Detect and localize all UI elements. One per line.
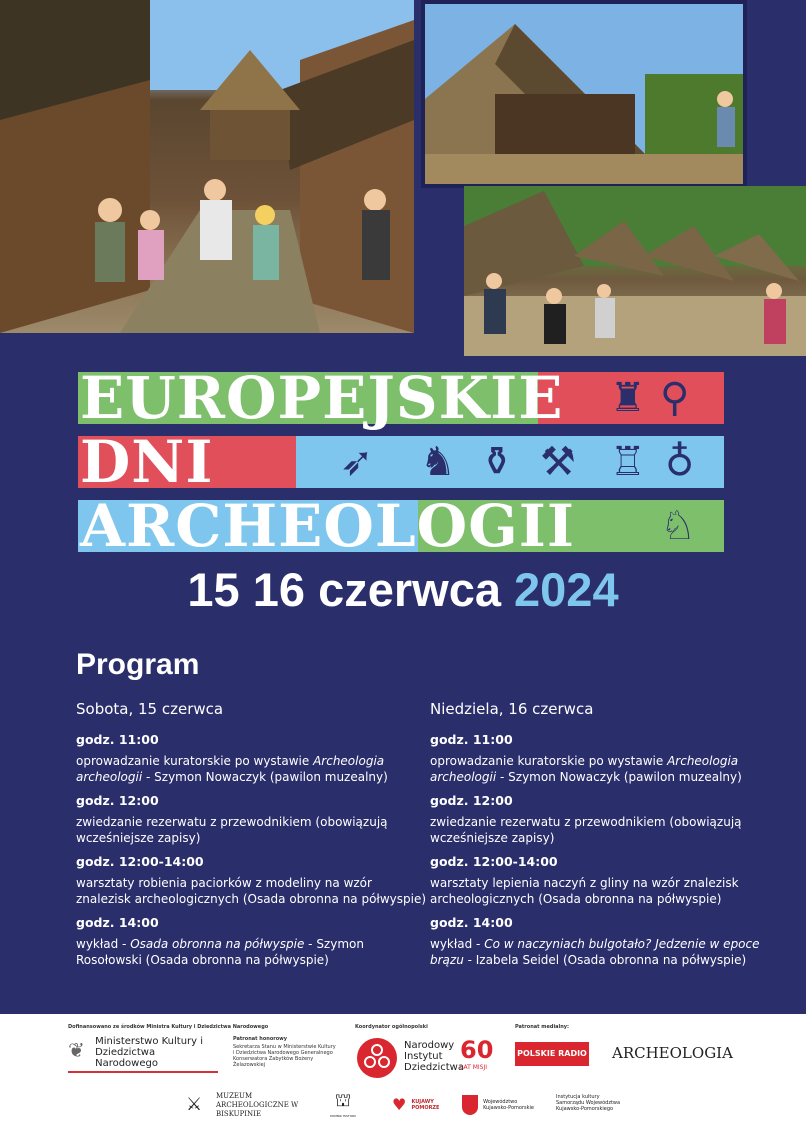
program-saturday (76, 700, 426, 976)
patronage-label: Patronat honorowy (233, 1036, 288, 1042)
event-dates (0, 562, 806, 617)
voivodeship-crest-icon (462, 1095, 478, 1115)
anvil-icon: ⚒ (540, 439, 576, 485)
event-title-italic: Osada obronna na półwyspie (130, 937, 305, 951)
museum-name: MUZEUM ARCHEOLOGICZNE W BISKUPINIE (216, 1092, 299, 1118)
ministry-name: Ministerstwo Kultury i Dziedzictwa Narodowego (95, 1036, 204, 1069)
event-time: godz. 12:00 (430, 793, 513, 808)
event-time: godz. 12:00-14:00 (76, 854, 204, 869)
event-title-italic: Co w naczyniach bulgotało? Jedzenie w epoce brązu (430, 937, 760, 967)
event-text-after: - Izabela Seidel (Osada obronna na półwyspie) (463, 953, 747, 967)
archeologia-logo: ARCHEOLOGIA (612, 1044, 733, 1062)
event-description (76, 753, 426, 785)
nid-60-number: 60 (460, 1036, 494, 1064)
kujawy-heart-icon: ♥ (392, 1095, 407, 1114)
photo-village-street (0, 0, 414, 333)
museum-icon: ⚔ (186, 1094, 203, 1115)
voivodeship-logo (462, 1094, 543, 1115)
amphora-icon: ♜ (610, 375, 646, 421)
sunday-event (430, 732, 770, 785)
event-text-after: - Szymon Nowaczyk (pawilon muzealny) (496, 770, 742, 784)
event-text: wykład - (76, 937, 131, 951)
village-street-illustration (0, 0, 414, 333)
kujawy-name: KUJAWY POMORZE (411, 1098, 440, 1111)
voivodeship-name: Województwo Kujawsko-Pomorskie (483, 1098, 534, 1111)
saturday-heading: Sobota, 15 czerwca (76, 700, 224, 718)
program-heading: Program (76, 648, 200, 681)
cofinanced-label: Dofinansowano ze środków Ministra Kultury i Dziedzictwa Narodowego (68, 1024, 269, 1030)
photo-open-hut (421, 0, 747, 188)
figurine-icon: ♞ (420, 439, 456, 485)
event-text: oprowadzanie kuratorskie po wystawie (76, 754, 314, 768)
polskie-radio-logo (515, 1042, 589, 1066)
event-time: godz. 14:00 (76, 915, 159, 930)
pillar-icon: ♖ (610, 439, 646, 485)
event-title-italic: Archeologia archeologii (76, 754, 385, 784)
event-title-italic: Archeologia archeologii (430, 754, 739, 784)
event-time: godz. 14:00 (430, 915, 513, 930)
event-description (430, 753, 770, 785)
saturday-event (76, 854, 426, 907)
saturday-event (76, 732, 426, 785)
event-time: godz. 12:00 (76, 793, 159, 808)
kujawy-logo (392, 1094, 451, 1114)
patronage-text: Sekretarza Stanu w Ministerstwie Kultury i Dziedzictwa Narodowego Generalnego Konserwatora Zabytków Bożeny Żelazowskiej (233, 1044, 336, 1068)
event-text: zwiedzanie rezerwatu z przewodnikiem (obowiązują wcześniejsze zapisy) (76, 815, 388, 845)
ministry-underline (68, 1071, 218, 1073)
open-hut-illustration (425, 4, 743, 184)
sunday-heading: Niedziela, 16 czerwca (430, 700, 594, 718)
event-days: 15 16 czerwca (187, 563, 501, 616)
event-text: oprowadzanie kuratorskie po wystawie (430, 754, 668, 768)
sunday-event (430, 793, 770, 846)
sunday-event (430, 854, 770, 907)
event-text: warsztaty robienia paciorków z modeliny na wzór znalezisk archeologicznych (Osada obronna na półwyspie) (76, 876, 427, 906)
title-line-2: DNI (80, 428, 214, 496)
mushroom-artifact-icon: ⚲ (660, 375, 690, 421)
event-text: zwiedzanie rezerwatu z przewodnikiem (obowiązują wcześniejsze zapisy) (430, 815, 742, 845)
saturday-event (76, 915, 426, 968)
nid-icon (355, 1036, 399, 1080)
event-description (76, 875, 426, 907)
pomnik-icon: ⛫ (334, 1090, 352, 1111)
media-label: Patronat medialny: (515, 1024, 570, 1030)
bead-icon: ⚱ (480, 439, 514, 485)
nid-logo (355, 1036, 399, 1080)
polskie-radio-name: POLSKIE RADIO (517, 1049, 587, 1058)
eagle-icon: ❦ (68, 1037, 85, 1062)
event-text: warsztaty lepienia naczyń z gliny na wzór znalezisk archeologicznych (Osada obronna na półwyspie) (430, 876, 739, 906)
event-text-after: - Szymon Rosołowski (Osada obronna na półwyspie) (76, 937, 364, 967)
photo-huts-row (464, 186, 806, 356)
pomnik-name: POMNIK HISTORII (330, 1114, 356, 1118)
program-sunday (430, 700, 770, 976)
event-time: godz. 11:00 (76, 732, 159, 747)
event-description (76, 814, 426, 846)
museum-logo (186, 1094, 202, 1115)
event-year: 2024 (514, 563, 619, 616)
bow-icon: ➶ (340, 439, 374, 485)
title-line-1: EUROPEJSKIE (80, 364, 564, 432)
event-description (76, 936, 426, 968)
saturday-event (76, 793, 426, 846)
vessel-icon: ♁ (665, 439, 695, 485)
event-text-after: - Szymon Nowaczyk (pawilon muzealny) (142, 770, 388, 784)
horse-icon: ♘ (660, 503, 696, 549)
event-time: godz. 12:00-14:00 (430, 854, 558, 869)
event-description (430, 936, 770, 968)
pomnik-logo (330, 1090, 356, 1118)
event-description (430, 814, 770, 846)
ministry-logo (68, 1036, 228, 1073)
event-text: wykład - (430, 937, 485, 951)
title-line-3: ARCHEOLOGII (80, 492, 575, 560)
sunday-event (430, 915, 770, 968)
event-time: godz. 11:00 (430, 732, 513, 747)
coordinator-label: Koordynator ogólnopolski (355, 1024, 428, 1030)
nid-60-sub: LAT MISJI (460, 1064, 487, 1071)
huts-row-illustration (464, 186, 806, 356)
institution-note: Instytucja kultury Samorządu Województwa Kujawsko-Pomorskiego (556, 1094, 621, 1112)
sponsors-footer (0, 1014, 806, 1141)
nid-name: Narodowy Instytut Dziedzictwa (404, 1040, 464, 1073)
event-description (430, 875, 770, 907)
